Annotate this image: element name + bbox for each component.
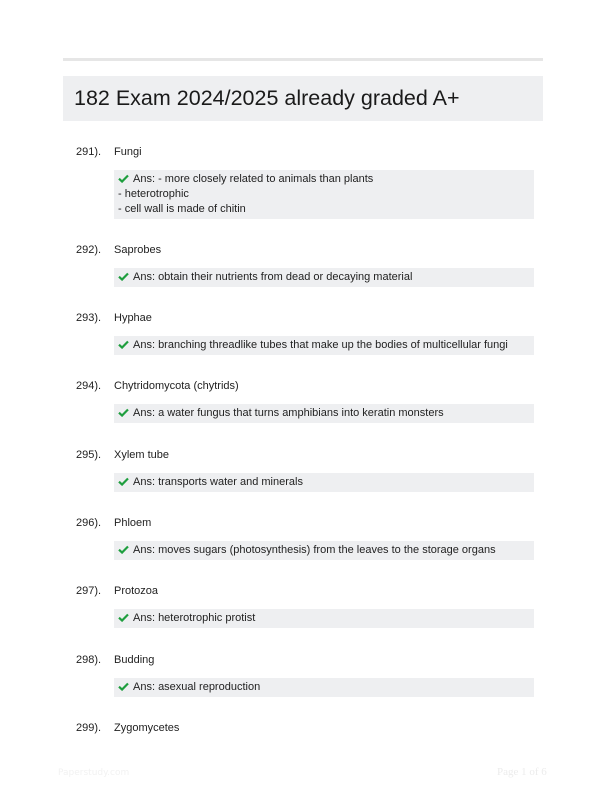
question-number: 292). (76, 244, 102, 256)
answer-text: Ans: moves sugars (photosynthesis) from the leaves to the storage organs (133, 544, 496, 556)
question-term: Xylem tube (114, 449, 170, 461)
answer-box (114, 404, 534, 423)
question-term: Hyphae (114, 312, 152, 324)
question-term: Phloem (114, 517, 152, 529)
footer-watermark: Paperstudy.com (58, 768, 130, 778)
answer-text: Ans: a water fungus that turns amphibians into keratin monsters (133, 407, 444, 419)
answer-line (118, 406, 530, 421)
checkmark-icon (118, 477, 129, 486)
answer-box (114, 678, 534, 697)
answer-box (114, 473, 534, 492)
answer-box (114, 541, 534, 560)
question-term: Chytridomycota (chytrids) (114, 380, 239, 392)
checkmark-icon (118, 272, 129, 281)
question-term: Budding (114, 654, 155, 666)
checkmark-icon (118, 545, 129, 554)
top-rule (63, 58, 543, 61)
question-term: Zygomycetes (114, 722, 180, 734)
answer-line: - cell wall is made of chitin (118, 203, 246, 215)
page-title: 182 Exam 2024/2025 already graded A+ (74, 86, 460, 110)
checkmark-icon (118, 682, 129, 691)
question-number: 297). (76, 585, 102, 597)
answer-text: Ans: heterotrophic protist (133, 612, 256, 624)
question-number: 299). (76, 722, 102, 734)
question-number: 293). (76, 312, 102, 324)
answer-line (118, 543, 530, 558)
answer-line (118, 338, 530, 353)
question-number: 296). (76, 517, 102, 529)
answer-line (118, 680, 530, 695)
checkmark-icon (118, 174, 129, 183)
question-term: Protozoa (114, 585, 159, 597)
question-term: Fungi (114, 146, 142, 158)
question-term: Saprobes (114, 244, 162, 256)
answer-line (118, 475, 530, 490)
answer-box (114, 609, 534, 628)
answer-box (114, 170, 534, 219)
answer-box (114, 268, 534, 287)
answer-box (114, 336, 534, 355)
answer-text: Ans: - more closely related to animals than plants (133, 173, 374, 185)
title-box (63, 76, 543, 121)
answer-text: Ans: asexual reproduction (133, 681, 261, 693)
answer-text: Ans: transports water and minerals (133, 476, 303, 488)
answer-line (118, 270, 530, 285)
answer-text: Ans: obtain their nutrients from dead or decaying material (133, 271, 413, 283)
question-number: 295). (76, 449, 102, 461)
checkmark-icon (118, 613, 129, 622)
checkmark-icon (118, 408, 129, 417)
answer-line (118, 611, 530, 626)
checkmark-icon (118, 340, 129, 349)
question-number: 298). (76, 654, 102, 666)
answer-text: Ans: branching threadlike tubes that make up the bodies of multicellular fungi (133, 339, 508, 351)
question-number: 291). (76, 146, 102, 158)
question-number: 294). (76, 380, 102, 392)
answer-line: - heterotrophic (118, 188, 189, 200)
page-number: Page 1 of 6 (497, 766, 547, 778)
answer-line (118, 172, 530, 187)
